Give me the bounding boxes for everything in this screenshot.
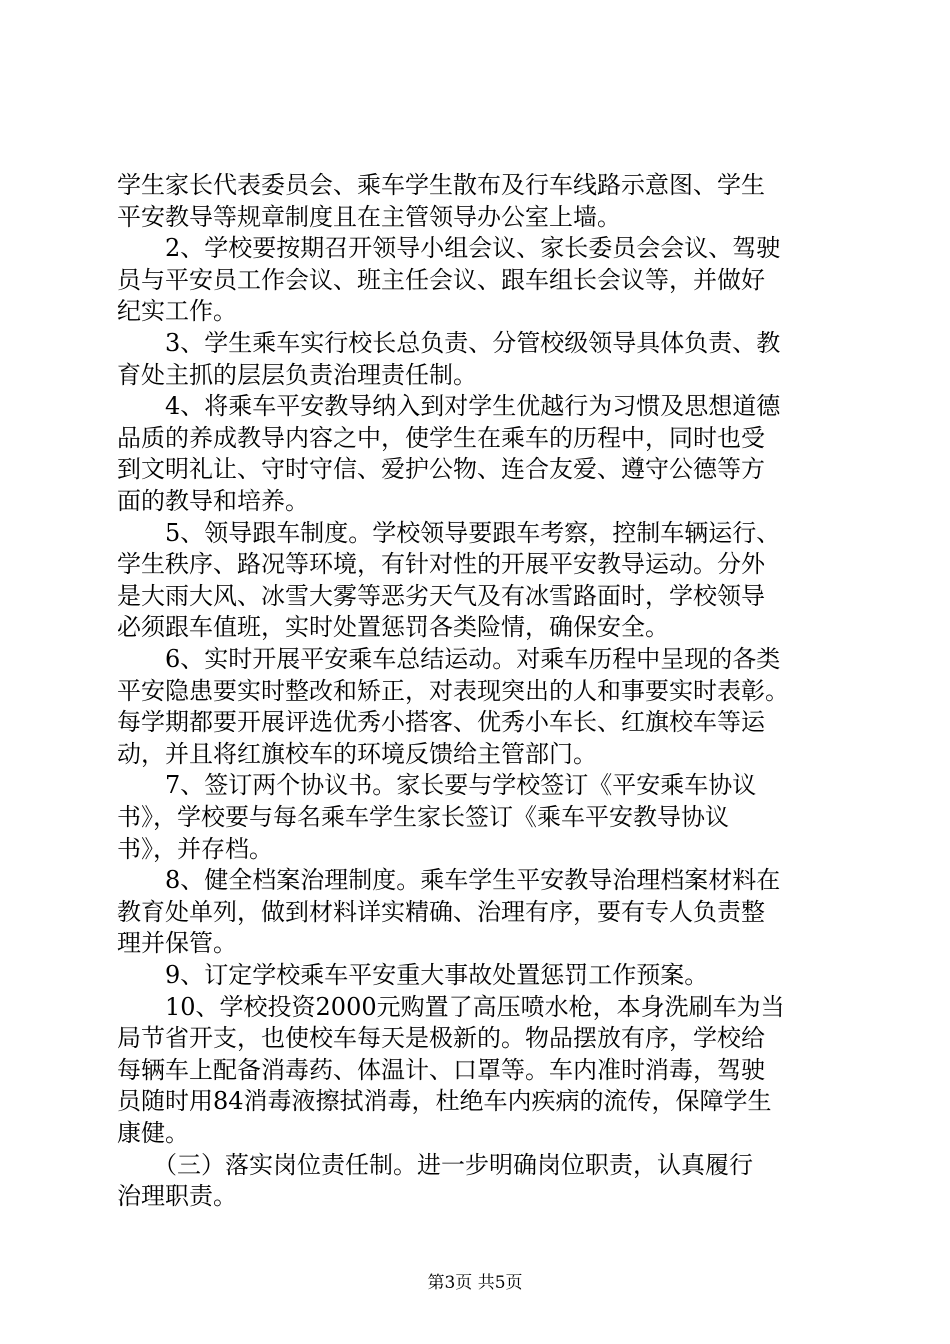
text-line: 2、学校要按期召开领导小组会议、家长委员会会议、驾驶: [117, 234, 781, 263]
text-line: 7、签订两个协议书。家长要与学校签订《平安乘车协议: [117, 771, 757, 800]
text-line: 每辆车上配备消毒药、体温计、口罩等。车内准时消毒，驾驶: [117, 1055, 765, 1084]
text-line: 是大雨大风、冰雪大雾等恶劣天气及有冰雪路面时，学校领导: [117, 581, 765, 610]
text-line: 学生秩序、路况等环境，有针对性的开展平安教导运动。分外: [117, 550, 765, 579]
text-line: 8、健全档案治理制度。乘车学生平安教导治理档案材料在: [117, 866, 781, 895]
text-line: 治理职责。: [117, 1182, 237, 1211]
text-line: 员与平安员工作会议、班主任会议、跟车组长会议等，并做好: [117, 265, 765, 294]
text-line: 每学期都要开展评选优秀小搭客、优秀小车长、红旗校车等运: [117, 708, 765, 737]
text-line: 9、订定学校乘车平安重大事故处置惩罚工作预案。: [117, 961, 709, 989]
text-line: 到文明礼让、守时守信、爱护公物、连合友爱、遵守公德等方: [117, 455, 765, 484]
text-line: 纪实工作。: [117, 297, 237, 326]
text-line: 育处主抓的层层负责治理责任制。: [117, 360, 477, 389]
text-line: 理并保管。: [117, 929, 237, 958]
text-line: 康健。: [117, 1119, 189, 1147]
text-line: 动，并且将红旗校车的环境反馈给主管部门。: [117, 739, 597, 768]
text-line: 书》，学校要与每名乘车学生家长签订《乘车平安教导协议: [117, 803, 729, 831]
text-line: 面的教导和培养。: [117, 487, 309, 515]
text-line: 4、将乘车平安教导纳入到对学生优越行为习惯及思想道德: [117, 392, 781, 421]
text-line: （三）落实岗位责任制。进一步明确岗位职责，认真履行: [117, 1150, 753, 1179]
text-line: 书》，并存档。: [117, 834, 273, 863]
text-line: 平安隐患要实时整改和矫正，对表现突出的人和事要实时表彰。: [117, 676, 789, 705]
text-line: 6、实时开展平安乘车总结运动。对乘车历程中呈现的各类: [117, 645, 781, 673]
text-line: 局节省开支，也使校车每天是极新的。物品摆放有序，学校给: [117, 1024, 765, 1053]
text-line: 平安教导等规章制度且在主管领导办公室上墙。: [117, 202, 621, 231]
text-line: 教育处单列，做到材料详实精确、治理有序，要有专人负责整: [117, 897, 765, 926]
text-line: 必须跟车值班，实时处置惩罚各类险情，确保安全。: [117, 613, 669, 642]
text-line: 品质的养成教导内容之中，使学生在乘车的历程中，同时也受: [117, 423, 765, 452]
text-line: 员随时用84消毒液擦拭消毒，杜绝车内疾病的流传，保障学生: [117, 1087, 772, 1116]
text-line: 学生家长代表委员会、乘车学生散布及行车线路示意图、学生: [117, 171, 765, 199]
text-line: 10、学校投资2000元购置了高压喷水枪，本身洗刷车为当: [117, 992, 785, 1021]
text-line: 5、领导跟车制度。学校领导要跟车考察，控制车辆运行、: [117, 518, 781, 547]
text-line: 3、学生乘车实行校长总负责、分管校级领导具体负责、教: [117, 329, 781, 357]
page-footer: 第3页 共5页: [427, 1273, 523, 1293]
